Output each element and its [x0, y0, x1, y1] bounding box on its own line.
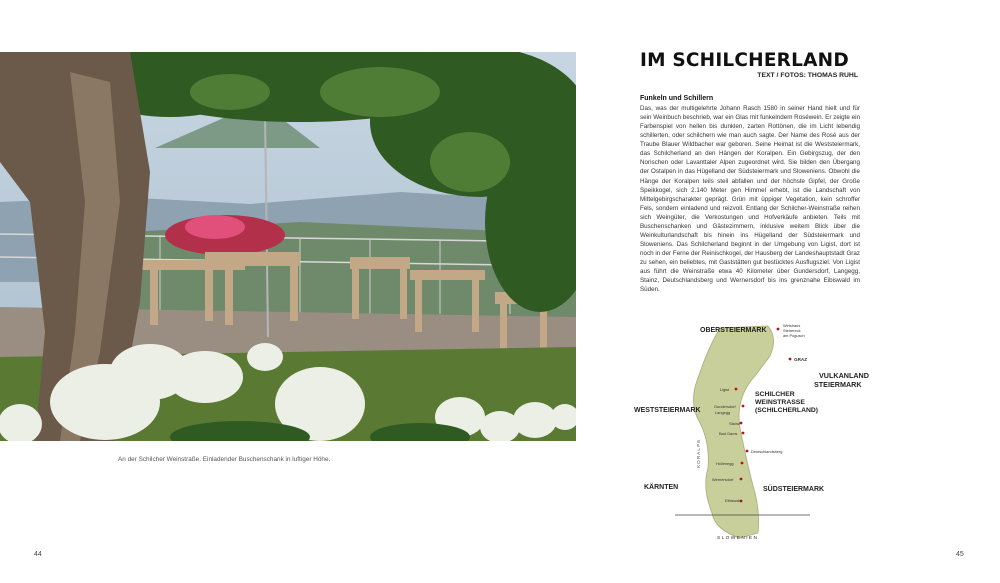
schilcherland-map	[620, 318, 885, 548]
article-title: IM SCHILCHERLAND	[640, 50, 849, 71]
buschenschank-photo	[0, 52, 576, 441]
place-wirtshaus-1: Wirtshaus	[783, 323, 801, 328]
photo-caption: An der Schilcher Weinstraße. Einladender Buschenschank in luftiger Höhe.	[118, 456, 331, 463]
place-langegg: Langegg	[715, 410, 731, 415]
place-hollenegg: Hollenegg	[716, 461, 734, 466]
place-eibiswald: Eibiswald	[725, 498, 742, 503]
article-subheading: Funkeln und Schillern	[640, 95, 714, 102]
route-label-line-3: (SCHILCHERLAND)	[755, 407, 819, 414]
page-number-left: 44	[34, 551, 42, 558]
place-deutschlandsberg: Deutschlandsberg	[751, 449, 783, 454]
label-vulkanland: VULKANLAND	[819, 371, 869, 380]
marker-hollenegg	[741, 462, 744, 465]
place-gundersdorf: Gundersdorf	[714, 404, 736, 409]
page-number-right: 45	[956, 551, 964, 558]
place-wernersdorf: Wernersdorf	[712, 477, 734, 482]
marker-bad-gams	[742, 432, 745, 435]
place-graz: GRAZ	[794, 357, 808, 362]
place-ligist: Ligist	[720, 387, 730, 392]
place-bad-gams: Bad Gams	[719, 431, 738, 436]
place-wirtshaus-2: Steirereck	[783, 328, 801, 333]
label-suedsteiermark: SÜDSTEIERMARK	[763, 486, 825, 493]
label-kaernten: KÄRNTEN	[644, 484, 679, 491]
label-obersteiermark: OBERSTEIERMARK	[700, 327, 767, 334]
label-weststeiermark: WESTSTEIERMARK	[634, 407, 701, 414]
label-slowenien: SLOWENIEN	[717, 536, 759, 541]
label-steiermark: STEIERMARK	[814, 380, 862, 389]
route-label-line-1: SCHILCHER	[755, 391, 795, 398]
marker-stainz	[740, 422, 743, 425]
marker-ligist	[735, 388, 738, 391]
place-wirtshaus-3: am Pogusch	[783, 333, 805, 338]
place-stainz: Stainz	[729, 421, 740, 426]
marker-gundersdorf	[742, 405, 745, 408]
label-koralpe: KORALPE	[696, 438, 701, 468]
article-credits: TEXT / FOTOS: THOMAS RUHL	[757, 72, 858, 79]
marker-wernersdorf	[740, 478, 743, 481]
marker-graz	[789, 358, 792, 361]
article-body: Das, was der multigelehrte Johann Rasch 1580 in seiner Hand hielt und für sein Weinbuch beschrieb, war ein Glas mit funkelndem Roséwein. Er zeigte ein Farbenspiel von hellen bis dunklen, zarten Rottönen, die im Licht lebendig schillerten, oder schilchern wie man auch sagte. Der Name des Rosé aus der Traube Blauer Wildbacher war geboren. Seine Heimat ist die Weststeiermark, das Schilcherland an den Hängen der Koralpen. Ein Gebirgszug, der den Norischen oder Lavanttaler Alpen zugeordnet wird. Sie bilden den Übergang der Ostalpen in das Hügelland der Südsteiermark und Sloweniens. Obwohl die Hänge der Koralpen teils steil abfallen und der höchste Gipfel, der Große Speikkogel, sich 2.140 Meter gen Himmel erhebt, ist die Landschaft von Mittelgebirgscharakter geprägt. Grün mit üppiger Vegetation, kein schroffer Fels, sondern einladend und reizvoll. Entlang der Schilcher-Weinstraße reihen sich Weingüter, die Verkostungen und Hofverkäufe anbieten. Teils mit Buschenschanken und Gästezimmern, inklusive weitem Blick über die Weinkulturlandschaft bis hinein ins Hügelland der Südsteiermark und Sloweniens. Das Schilcherland beginnt in der Umgebung von Ligist, dort ist noch in der Ferne der Reinischkogel, der Hausberg der Landeshauptstadt Graz zu sehen, ein beliebtes, mit Gaststätten gut bestücktes Ausflugsziel. Von Ligist aus führt die Weinstraße etwa 40 Kilometer über Gundersdorf, Langegg, Stainz, Deutschlandsberg und Wernersdorf bis ins grenznahe Eibiswald im Süden.	[640, 105, 860, 294]
route-label-line-2: WEINSTRASSE	[755, 399, 805, 406]
marker-deutschlandsberg	[746, 450, 749, 453]
marker-wirtshaus	[777, 328, 780, 331]
